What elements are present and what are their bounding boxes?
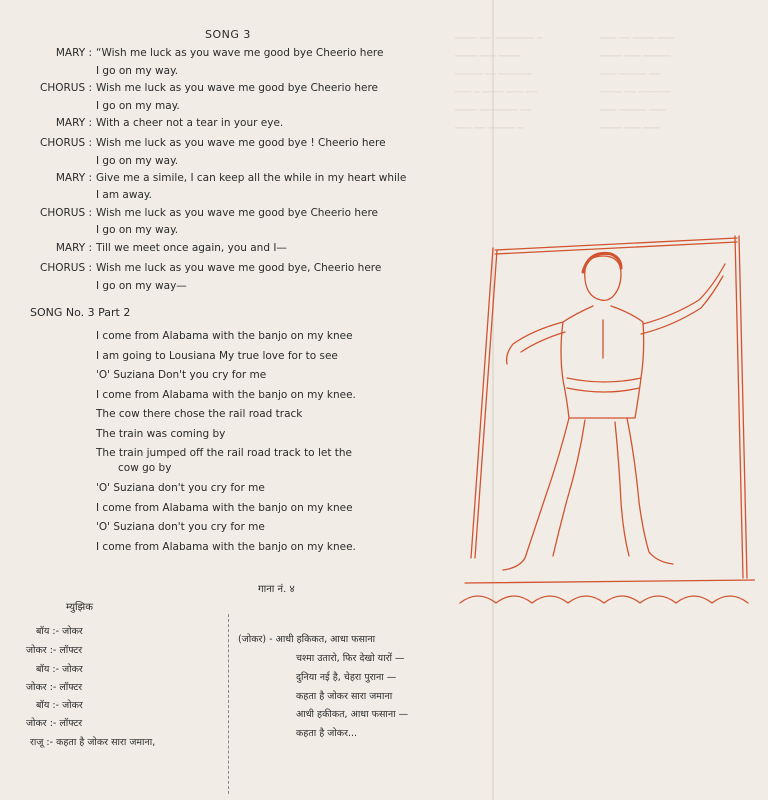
bleed-through-texture: ──── ── ─────── ─ ──── ─── ──── ───── ── ────── ─── ─ ──── ─── ── ──── ─────── ── ─── ── ───── ─ xyxy=(455,34,543,134)
song-3-title: SONG 3 xyxy=(205,28,251,41)
lyric-line: I come from Alabama with the banjo on my knee. xyxy=(96,541,356,553)
music-cue-line: राजू :- कहता है जोकर सारा जमाना, xyxy=(30,737,156,748)
lyric-line: Wish me luck as you wave me good bye Cheerio here xyxy=(96,82,379,94)
lyric-line: कहता है जोकर... xyxy=(296,728,358,739)
lyric-line: Wish me luck as you wave me good bye ! Cheerio here xyxy=(96,137,386,149)
lyric-line: With a cheer not a tear in your eye. xyxy=(96,117,284,129)
frame-left-pole xyxy=(471,248,497,558)
lyric-line: The train was coming by xyxy=(96,428,226,440)
figure-head xyxy=(585,256,621,300)
lyric-line: (जोकर) - आधी हकिकत, आधा फसाना xyxy=(238,634,376,645)
music-cue-line: बॉय :- जोकर xyxy=(36,664,83,675)
lyric-line: आधी हकीकत, आधा फसाना — xyxy=(296,709,409,720)
lyric-line: I come from Alabama with the banjo on my knee xyxy=(96,330,353,342)
dashed-divider xyxy=(228,614,229,794)
lyric-line: “Wish me luck as you wave me good bye Cheerio here xyxy=(96,47,384,59)
lyric-line: The cow there chose the rail road track xyxy=(96,408,303,420)
figure-belt xyxy=(567,378,641,392)
music-cue-line: जोकर :- लॉफ्टर xyxy=(26,682,83,693)
speaker-label: CHORUS : xyxy=(39,262,92,274)
lyric-line: I come from Alabama with the banjo on my knee. xyxy=(96,389,356,401)
lyric-line: Wish me luck as you wave me good bye, Cheerio here xyxy=(96,262,382,274)
lyric-continuation: I go on my way. xyxy=(96,224,179,236)
bleed-through-texture-2: ─── ── ──── ─── ──── ─── ───── ─── ───── ── ──── ── ────── ─── ───── ─── ──── ─── ─── xyxy=(600,34,674,134)
lyric-continuation: I am away. xyxy=(96,189,152,201)
music-cue-line: जोकर :- लॉफ्टर xyxy=(26,718,83,729)
music-cue-line: बॉय :- जोकर xyxy=(36,626,83,637)
song-4-title: गाना नं. ४ xyxy=(258,584,295,595)
music-cue-line: जोकर :- लॉफ्टर xyxy=(26,645,83,656)
lyric-continuation: I go on my way. xyxy=(96,155,179,167)
figure-left-arm xyxy=(507,322,565,364)
lyric-line: Give me a simile, I can keep all the while in my heart while xyxy=(96,172,407,184)
frame-right-pole xyxy=(735,236,747,578)
lyric-line: 'O' Suziana Don't you cry for me xyxy=(96,369,267,381)
lyric-line: The train jumped off the rail road track to let the xyxy=(96,447,353,459)
speaker-label: MARY : xyxy=(55,117,92,129)
frame-top-bar xyxy=(495,238,737,254)
figure-right-leg xyxy=(615,418,673,564)
lyric-line: I am going to Lousiana My true love for to see xyxy=(96,350,338,362)
lyric-line: 'O' Suziana don't you cry for me xyxy=(96,521,265,533)
stage-scallops xyxy=(460,596,748,603)
speaker-label: CHORUS : xyxy=(39,82,92,94)
stage-line xyxy=(465,580,755,583)
speaker-label: MARY : xyxy=(55,47,92,59)
lyric-line: चश्मा उतारो, फिर देखो यारों — xyxy=(296,653,405,664)
lyric-line: Till we meet once again, you and I— xyxy=(96,242,287,254)
speaker-label: CHORUS : xyxy=(39,207,92,219)
song-3-part-2-title: SONG No. 3 Part 2 xyxy=(30,306,131,319)
speaker-label: CHORUS : xyxy=(39,137,92,149)
music-cue-line: बॉय :- जोकर xyxy=(36,700,83,711)
speaker-label: MARY : xyxy=(55,242,92,254)
lyric-line: I come from Alabama with the banjo on my knee xyxy=(96,502,353,514)
lyric-continuation: I go on my way. xyxy=(96,65,179,77)
lyric-continuation: I go on my may. xyxy=(96,100,180,112)
figure-left-leg xyxy=(503,418,585,570)
figure-torso xyxy=(561,306,644,418)
lyric-continuation: cow go by xyxy=(118,462,172,474)
lyric-line: 'O' Suziana don't you cry for me xyxy=(96,482,265,494)
lyric-line: दुनिया नई है, चेहरा पुराना — xyxy=(296,672,397,683)
speaker-label: MARY : xyxy=(55,172,92,184)
lyric-continuation: I go on my way— xyxy=(96,280,187,292)
sketch-illustration xyxy=(455,228,755,648)
lyric-line: Wish me luck as you wave me good bye Cheerio here xyxy=(96,207,379,219)
figure-right-arm xyxy=(641,264,725,334)
lyric-line: कहता है जोकर सारा जमाना xyxy=(296,691,393,702)
music-heading: म्युझिक xyxy=(66,602,93,613)
